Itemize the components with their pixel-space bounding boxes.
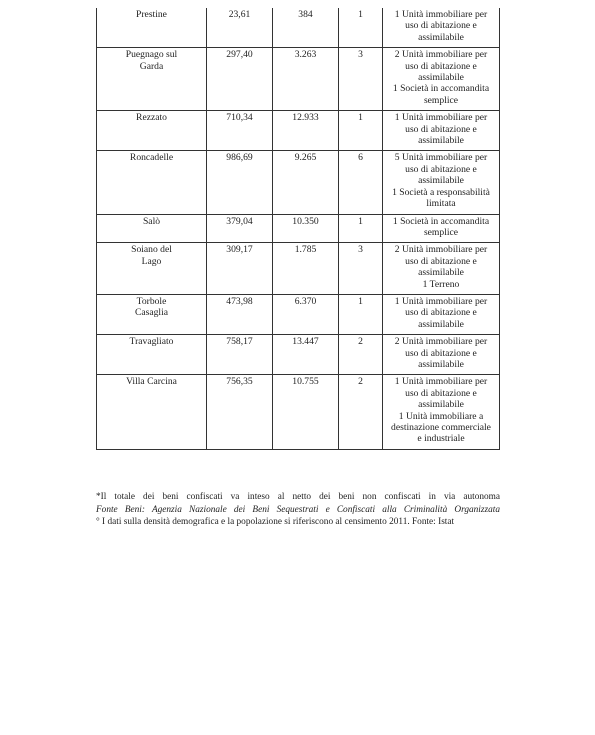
cell-descrizione-line: 2 Unità immobiliare per	[394, 336, 488, 348]
cell-beni-count: 6	[339, 151, 383, 214]
cell-descrizione-line: assimilabile	[418, 358, 464, 370]
cell-superficie: 986,69	[207, 151, 273, 214]
table-row	[97, 294, 500, 334]
cell-descrizione	[383, 375, 500, 449]
cell-comune-line: Torbole	[136, 295, 167, 307]
cell-descrizione-line: uso di abitazione e	[405, 307, 477, 319]
cell-descrizione	[383, 335, 500, 375]
table-row	[97, 111, 500, 151]
cell-descrizione-line: 1 Unità immobiliare per	[394, 9, 488, 20]
cell-comune-line: Villa Carcina	[126, 376, 177, 388]
cell-descrizione-line: assimilabile	[418, 399, 464, 411]
cell-descrizione-line: semplice	[423, 226, 459, 238]
confiscated-assets-table	[96, 8, 500, 450]
table-row	[97, 48, 500, 111]
cell-descrizione-line: 2 Unità immobiliare per	[394, 244, 488, 256]
cell-comune	[97, 294, 207, 334]
cell-descrizione	[383, 111, 500, 151]
cell-descrizione-line: 1 Unità immobiliare per	[394, 376, 488, 388]
footnote-total-assets: *Il totale dei beni confiscati va inteso al netto dei beni non confiscati in via autonoma	[96, 492, 500, 502]
cell-descrizione-line: uso di abitazione e	[405, 387, 477, 399]
footnote-census: ° I dati sulla densità demografica e la popolazione si riferiscono al censimento 2011. Fonte: Istat	[96, 517, 455, 528]
cell-comune-line: Lago	[141, 255, 162, 267]
cell-popolazione: 10.755	[273, 375, 339, 449]
cell-descrizione-line: uso di abitazione e	[405, 163, 477, 175]
cell-popolazione: 1.785	[273, 243, 339, 295]
cell-descrizione-line: uso di abitazione e	[405, 60, 477, 72]
cell-beni-count: 1	[339, 214, 383, 243]
table-row	[97, 214, 500, 243]
cell-descrizione	[383, 294, 500, 334]
cell-comune	[97, 48, 207, 111]
cell-comune-line: Salò	[142, 215, 161, 227]
cell-popolazione: 10.350	[273, 214, 339, 243]
cell-popolazione: 13.447	[273, 335, 339, 375]
cell-popolazione: 9.265	[273, 151, 339, 214]
cell-comune-line: Soiano del	[131, 244, 172, 256]
cell-descrizione	[383, 8, 500, 48]
cell-comune	[97, 214, 207, 243]
table-body	[97, 8, 500, 449]
cell-beni-count: 2	[339, 335, 383, 375]
cell-descrizione-line: 1 Unità immobiliare a	[398, 410, 484, 422]
cell-descrizione-line: destinazione commerciale	[391, 422, 491, 433]
cell-descrizione-line: 1 Unità immobiliare per	[394, 295, 488, 307]
cell-comune	[97, 8, 207, 48]
cell-descrizione-line: assimilabile	[418, 175, 464, 187]
table-row	[97, 243, 500, 295]
cell-comune	[97, 335, 207, 375]
cell-comune-line: Prestine	[136, 9, 167, 20]
cell-beni-count: 3	[339, 48, 383, 111]
cell-descrizione-line: limitata	[426, 198, 456, 210]
cell-descrizione-line: assimilabile	[418, 72, 464, 84]
cell-descrizione-line: 2 Unità immobiliare per	[394, 49, 488, 61]
cell-superficie: 23,61	[207, 8, 273, 48]
cell-descrizione-line: 1 Società a responsabilità	[392, 186, 490, 198]
cell-superficie: 297,40	[207, 48, 273, 111]
cell-superficie: 756,35	[207, 375, 273, 449]
cell-beni-count: 1	[339, 111, 383, 151]
cell-superficie: 758,17	[207, 335, 273, 375]
cell-descrizione-line: assimilabile	[418, 31, 464, 43]
cell-comune-line: Casaglia	[134, 307, 169, 319]
cell-descrizione-line: assimilabile	[418, 318, 464, 330]
cell-popolazione: 12.933	[273, 111, 339, 151]
cell-popolazione: 3.263	[273, 48, 339, 111]
cell-comune	[97, 243, 207, 295]
table-row	[97, 151, 500, 214]
cell-comune-line: Rezzato	[136, 112, 167, 124]
cell-descrizione	[383, 243, 500, 295]
cell-descrizione-line: uso di abitazione e	[405, 347, 477, 359]
cell-comune-line: Puegnago sul	[125, 49, 178, 61]
cell-descrizione-line: e industriale	[417, 433, 465, 445]
cell-descrizione-line: uso di abitazione e	[405, 20, 477, 32]
cell-descrizione-line: assimilabile	[418, 135, 464, 147]
cell-popolazione: 384	[273, 8, 339, 48]
cell-comune-line: Garda	[139, 60, 164, 72]
cell-descrizione	[383, 214, 500, 243]
cell-descrizione-line: 1 Unità immobiliare per	[394, 112, 488, 124]
cell-descrizione-line: 1 Terreno	[422, 278, 460, 290]
table-row	[97, 375, 500, 449]
footnotes	[96, 491, 500, 529]
cell-comune	[97, 111, 207, 151]
cell-descrizione-line: 1 Società in accomandita	[392, 83, 490, 95]
cell-descrizione-line: 5 Unità immobiliare per	[394, 152, 488, 164]
cell-descrizione	[383, 48, 500, 111]
footnote-source: Fonte Beni: Agenzia Nazionale dei Beni Sequestrati e Confiscati alla Criminalità Organizzata	[96, 504, 500, 515]
cell-beni-count: 1	[339, 294, 383, 334]
cell-beni-count: 1	[339, 8, 383, 48]
cell-comune-line: Roncadelle	[129, 152, 174, 164]
cell-beni-count: 2	[339, 375, 383, 449]
cell-descrizione-line: assimilabile	[418, 267, 464, 279]
cell-comune	[97, 375, 207, 449]
table-row	[97, 335, 500, 375]
cell-popolazione: 6.370	[273, 294, 339, 334]
table-row	[97, 8, 500, 48]
cell-superficie: 379,04	[207, 214, 273, 243]
cell-descrizione-line: semplice	[423, 94, 459, 106]
cell-comune-line: Travagliato	[129, 336, 174, 348]
cell-superficie: 710,34	[207, 111, 273, 151]
cell-beni-count: 3	[339, 243, 383, 295]
cell-superficie: 473,98	[207, 294, 273, 334]
cell-descrizione-line: 1 Società in accomandita	[392, 215, 490, 227]
cell-descrizione	[383, 151, 500, 214]
cell-descrizione-line: uso di abitazione e	[405, 123, 477, 135]
cell-comune	[97, 151, 207, 214]
cell-descrizione-line: uso di abitazione e	[405, 255, 477, 267]
cell-superficie: 309,17	[207, 243, 273, 295]
